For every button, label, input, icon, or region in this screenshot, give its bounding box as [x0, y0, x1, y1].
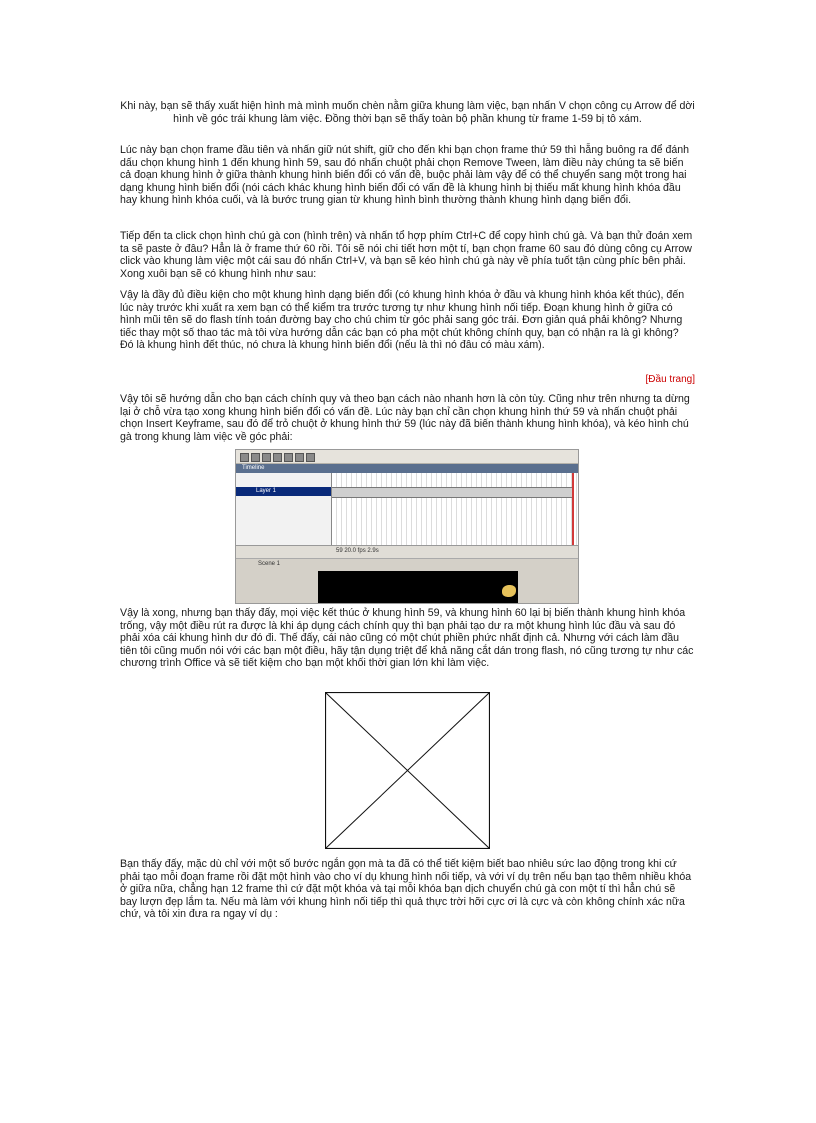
frames-grid — [332, 473, 578, 545]
chick-image — [502, 585, 516, 597]
paste-icon — [306, 453, 315, 462]
tween-frames — [332, 487, 574, 498]
open-icon — [251, 453, 260, 462]
copy-icon — [295, 453, 304, 462]
paragraph-intro: Khi này, bạn sẽ thấy xuất hiện hình mà mình muốn chèn nằm giữa khung làm việc, bạn nhấn V chọn công cụ Arrow để dời hình về góc trái khung làm việc. Đồng thời bạn sẽ thấy toàn bộ phần khung từ frame 1-59 bị tô xám. — [120, 100, 695, 125]
stage — [318, 571, 518, 603]
playhead — [572, 473, 574, 545]
scene-label: Scene 1 — [258, 561, 281, 567]
missing-image-placeholder — [325, 692, 490, 849]
back-to-top-link[interactable]: [Đầu trang] — [645, 374, 695, 385]
layer-name: Layer 1 — [256, 488, 277, 494]
paragraph-conclusion: Bạn thấy đấy, mặc dù chỉ với một số bước ngắn gọn mà ta đã có thể tiết kiệm biết bao nhiêu sức lao động trong khi cứ phải tạo mỗi đoạn frame rồi đặt một hình vào cho ví dụ khung hình nối tiếp, và với ví dụ trên nếu bạn tạo thêm nhiều khóa ở giữa nữa, chẳng hạn 12 frame thì cứ đặt một khóa và tại mỗi khóa bạn dịch chuyển chú gà con một tí thì hẳn chú sẽ bay lượn đẹp lắm ta. Nếu mà làm với khung hình nối tiếp thì quả thực trời hỡi cực ơi là cực và còn không chính xác nữa chứ, và tôi xin đưa ra ngay ví dụ : — [120, 858, 692, 921]
print-icon — [273, 453, 282, 462]
paragraph-conditions: Vậy là đầy đủ điều kiện cho một khung hình dạng biến đổi (có khung hình khóa ở đầu và khung hình khóa kết thúc), đến lúc này trước khi xuất ra xem bạn có thể kiểm tra trước tương tự như khung hình nối tiếp. Đoạn khung hình ở giữa có hình mũi tên sẽ do flash tính toán đường bay cho chú chim từ góc phải sang góc trái. Đơn giản quá phải không? Nhưng tiếc thay một số thao tác mà tôi vừa hướng dẫn các bạn có pha một chút không chính quy, bạn có nhận ra là gì không? Đó là khung hình đết thúc, nó chưa là khung hình biến đổi (nếu là thì nó đâu có màu xám). — [120, 289, 685, 352]
timeline-status: 59 20.0 fps 2.9s — [336, 548, 379, 554]
new-file-icon — [240, 453, 249, 462]
paragraph-proper-method: Vậy tôi sẽ hướng dẫn cho bạn cách chính quy và theo bạn cách nào nhanh hơn là còn tùy. Cũng như trên nhưng ta dừng lại ở chỗ vừa tạo xong khung hình biến đổi có vấn đề. Lúc này bạn chỉ cần chọn khung hình thứ 59 và nhấn chuột phải chọn Insert Keyframe, sau đó để trỏ chuột ở khung hình thứ 59 (lúc này đã biến thành khung hình khóa), và kéo hình chú gà trong khung làm việc về góc phải: — [120, 393, 690, 443]
paragraph-done: Vậy là xong, nhưng bạn thấy đấy, mọi việc kết thúc ở khung hình 59, và khung hình 60 lại bị biến thành khung hình khóa trống, vậy một điều rút ra được là khi áp dụng cách chính quy thì bạn phải tạo dư ra một khung hình lúc đầu và sau đó phải xóa cái khung hình dư đó đi. Thế đấy, cái nào cũng có một chút phiền phức nhất định cả. Nhưng với cách làm đầu tiên tôi cũng muốn nói với các bạn một điều, hãy tận dụng triệt để khả năng cắt dán trong flash, nó cũng tương tự như các chương trình Office và sẽ tiết kiệm cho bạn một khối thời gian lớn khi làm việc. — [120, 607, 694, 670]
cut-icon — [284, 453, 293, 462]
timeline-label: Timeline — [242, 465, 265, 471]
save-icon — [262, 453, 271, 462]
flash-timeline-screenshot — [235, 449, 579, 604]
timeline-header — [236, 464, 578, 473]
scene-bar — [236, 558, 578, 571]
toolbar — [236, 450, 578, 464]
layer-row — [236, 487, 331, 496]
timeline-status-bar — [236, 545, 578, 558]
layers-panel — [236, 473, 332, 545]
paragraph-remove-tween: Lúc này bạn chọn frame đầu tiên và nhấn giữ nút shift, giữ cho đến khi bạn chọn frame thứ 59 thì hẵng buông ra để đánh dấu chọn khung hình 1 đến khung hình 59, sau đó nhấn chuột phải chọn Remove Tween, làm điều này chúng ta sẽ biến cả đoạn khung hình ở giữa thành khung hình biến đổi có vấn đề, buộc phải làm vậy để có thể chuyển sang một trong hai dạng khung hình biến đổi (nói cách khác khung hình biến đổi có vấn đề là khung hình bị thiếu mất khung hình khóa đầu hay khung hình khóa cuối, và là bước trung gian từ khung hình bình thường thành khung hình dạng biến đổi. — [120, 144, 690, 207]
paragraph-copy-paste: Tiếp đến ta click chọn hình chú gà con (hình trên) và nhấn tổ hợp phím Ctrl+C để copy hình chú gà. Và bạn thử đoán xem ta sẽ paste ở đâu? Hẳn là ở frame thứ 60 rồi. Tôi sẽ nói chi tiết hơn một tí, bạn chọn frame 60 sau đó dùng công cụ Arrow click vào khung làm việc một cái sau đó nhấn Ctrl+V, và bạn sẽ kéo hình chú gà này về phía tuốt tận cùng phíc bên phải. Xong xuôi bạn sẽ có khung hình như sau: — [120, 230, 693, 280]
